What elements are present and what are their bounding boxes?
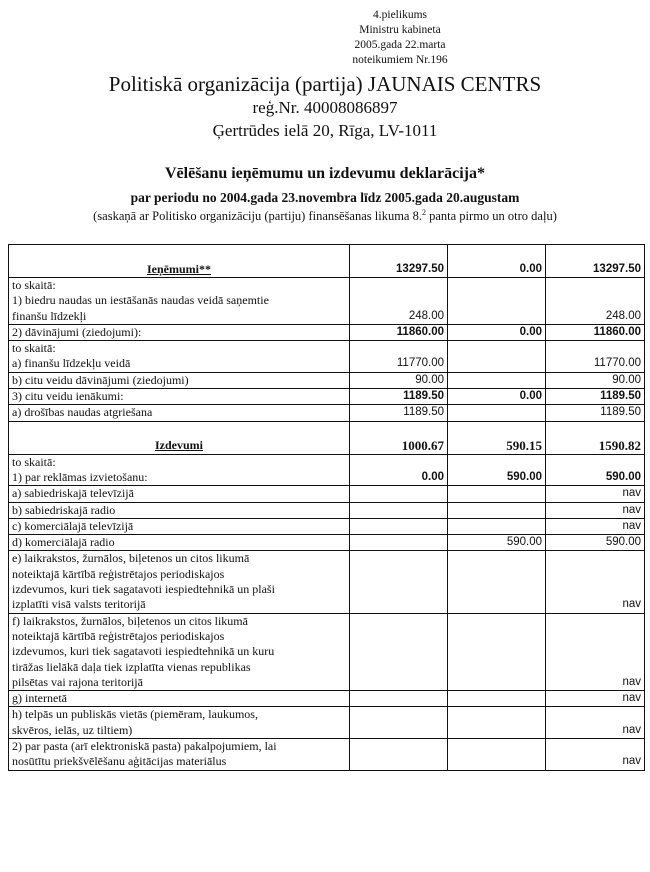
amount-cell-1: 90.00: [350, 372, 448, 388]
amount-cell-2: [448, 613, 546, 690]
amount-cell-1: 13297.50: [350, 245, 448, 278]
amount-cell-2: [448, 486, 546, 502]
amount-cell-3: nav: [546, 486, 645, 502]
amount-cell-2: 590.00: [448, 535, 546, 551]
amount-cell-1: [350, 486, 448, 502]
amount-cell-1: 11770.00: [350, 341, 448, 373]
row-label-line: c) komerciālajā televīzijā: [12, 518, 134, 533]
row-label-line: Izdevumi: [155, 438, 203, 453]
amount-cell-3: nav: [546, 707, 645, 739]
amount-cell-1: 11860.00: [350, 324, 448, 340]
amount-cell-1: [350, 518, 448, 534]
amount-cell-1: 0.00: [350, 454, 448, 486]
amount-cell-2: 0.00: [448, 324, 546, 340]
amount-cell-2: [448, 739, 546, 771]
row-label: [9, 389, 350, 405]
row-label: [9, 502, 350, 518]
amount-cell-1: [350, 551, 448, 613]
row-label: [9, 278, 350, 325]
row-label-line: a) finanšu līdzekļu veidā: [12, 356, 131, 371]
amount-cell-2: 0.00: [448, 245, 546, 278]
section-header-row: [9, 421, 645, 454]
amount-cell-3: 90.00: [546, 372, 645, 388]
row-label-line: izdevumos, kuri tiek sagatavoti iespiedtehnikā un plaši: [12, 582, 275, 597]
table-row: [9, 341, 645, 373]
table-row: [9, 535, 645, 551]
organization-name: Politiskā organizācija (partija) JAUNAIS CENTRS: [108, 72, 542, 96]
row-label-line: skvēros, ielās, uz tiltiem): [12, 722, 133, 737]
amount-cell-1: 1189.50: [350, 389, 448, 405]
declaration-table: [8, 244, 645, 771]
declaration-title: Vēlēšanu ieņēmumu un izdevumu deklarācija*: [164, 165, 485, 182]
table-row: [9, 502, 645, 518]
organization-reg-number: reģ.Nr. 40008086897: [252, 98, 398, 117]
amount-cell-2: [448, 707, 546, 739]
row-label-line: noteiktajā kārtībā reģistrētajos periodiskajos: [12, 566, 225, 581]
row-label: [9, 691, 350, 707]
amount-cell-3: nav: [546, 613, 645, 690]
legal-basis: [0, 208, 650, 224]
row-label-line: a) sabiedriskajā televīzijā: [12, 486, 134, 501]
amount-cell-3: 1189.50: [546, 389, 645, 405]
table-row: [9, 691, 645, 707]
annex-note-line: 2005.gada 22.marta: [354, 39, 446, 51]
amount-cell-1: [350, 707, 448, 739]
row-label: [9, 405, 350, 421]
row-label-line: 3) citu veidu ienākumi:: [12, 389, 124, 404]
table-row: [9, 389, 645, 405]
row-label: [9, 372, 350, 388]
row-label: [9, 486, 350, 502]
table-row: [9, 278, 645, 325]
row-label-line: tirāžas lielākā daļa tiek izplatīta vienas republikas: [12, 659, 251, 674]
row-label-line: 1) par reklāmas izvietošanu:: [12, 469, 148, 484]
row-label-line: b) sabiedriskajā radio: [12, 502, 116, 517]
declaration-period: par periodu no 2004.gada 23.novembra līdz 2005.gada 20.augustam: [130, 190, 520, 205]
amount-cell-2: [448, 372, 546, 388]
row-label-line: 1) biedru naudas un iestāšanās naudas veidā saņemtie: [12, 293, 269, 308]
amount-cell-1: 1189.50: [350, 405, 448, 421]
row-label: [9, 324, 350, 340]
row-label-line: 2) par pasta (arī elektroniskā pasta) pakalpojumiem, lai: [12, 739, 277, 754]
amount-cell-3: 13297.50: [546, 245, 645, 278]
row-label-line: h) telpās un publiskās vietās (piemēram, laukumos,: [12, 707, 258, 722]
amount-cell-2: 590.15: [448, 421, 546, 454]
row-label: [9, 613, 350, 690]
row-label: [9, 341, 350, 373]
amount-cell-3: 590.00: [546, 454, 645, 486]
table-row: [9, 372, 645, 388]
amount-cell-2: [448, 278, 546, 325]
amount-cell-3: 1189.50: [546, 405, 645, 421]
row-label-line: to skaitā:: [12, 278, 56, 292]
organization-address: Ģertrūdes ielā 20, Rīga, LV-1011: [212, 121, 438, 140]
row-label: [9, 421, 350, 454]
amount-cell-3: 1590.82: [546, 421, 645, 454]
amount-cell-3: 11860.00: [546, 324, 645, 340]
amount-cell-3: 11770.00: [546, 341, 645, 373]
amount-cell-3: 590.00: [546, 535, 645, 551]
amount-cell-3: nav: [546, 691, 645, 707]
amount-cell-2: 0.00: [448, 389, 546, 405]
amount-cell-1: [350, 535, 448, 551]
row-label-line: izdevumos, kuri tiek sagatavoti iespiedtehnikā un kuru: [12, 644, 275, 659]
row-label: [9, 535, 350, 551]
row-label-line: finanšu līdzekļi: [12, 308, 87, 323]
amount-cell-1: [350, 691, 448, 707]
row-label: [9, 245, 350, 278]
amount-cell-1: 248.00: [350, 278, 448, 325]
legal-basis-text: (saskaņā ar Politisko organizāciju (partiju) finansēšanas likuma 8.: [93, 209, 422, 224]
row-label-line: e) laikrakstos, žurnālos, biļetenos un citos likumā: [12, 551, 250, 566]
row-label-line: b) citu veidu dāvinājumi (ziedojumi): [12, 372, 189, 387]
row-label-line: nosūtītu priekšvēlēšanu aģitācijas materiālus: [12, 754, 227, 769]
row-label-line: f) laikrakstos, žurnālos, biļetenos un citos likumā: [12, 613, 248, 628]
table-row: [9, 707, 645, 739]
section-header-row: [9, 245, 645, 278]
amount-cell-1: [350, 502, 448, 518]
row-label: [9, 739, 350, 771]
amount-cell-2: [448, 518, 546, 534]
annex-note-line: noteikumiem Nr.196: [352, 54, 448, 66]
row-label-line: 2) dāvinājumi (ziedojumi):: [12, 324, 142, 339]
legal-basis-sup: 2: [421, 208, 426, 217]
table-row: [9, 613, 645, 690]
amount-cell-3: nav: [546, 551, 645, 613]
amount-cell-2: [448, 551, 546, 613]
amount-cell-2: [448, 502, 546, 518]
row-label-line: noteiktajā kārtībā reģistrētajos periodiskajos: [12, 628, 225, 643]
amount-cell-3: 248.00: [546, 278, 645, 325]
row-label: [9, 707, 350, 739]
amount-cell-1: 1000.67: [350, 421, 448, 454]
amount-cell-2: 590.00: [448, 454, 546, 486]
amount-cell-3: nav: [546, 518, 645, 534]
table-row: [9, 486, 645, 502]
legal-basis-text-end: panta pirmo un otro daļu): [425, 209, 557, 224]
amount-cell-2: [448, 691, 546, 707]
amount-cell-3: nav: [546, 739, 645, 771]
row-label: [9, 518, 350, 534]
annex-note-line: 4.pielikums: [373, 9, 427, 21]
row-label: [9, 551, 350, 613]
amount-cell-1: [350, 613, 448, 690]
declaration-table-body: [9, 245, 645, 771]
row-label-line: to skaitā:: [12, 341, 56, 356]
row-label: [9, 454, 350, 486]
table-row: [9, 405, 645, 421]
table-row: [9, 518, 645, 534]
table-row: [9, 551, 645, 613]
row-label-line: d) komerciālajā radio: [12, 535, 115, 550]
amount-cell-1: [350, 739, 448, 771]
table-row: [9, 324, 645, 340]
row-label-line: a) drošības naudas atgriešana: [12, 405, 153, 420]
row-label-line: Ieņēmumi**: [147, 261, 211, 276]
amount-cell-3: nav: [546, 502, 645, 518]
table-row: [9, 739, 645, 771]
row-label-line: g) internetā: [12, 691, 67, 706]
table-row: [9, 454, 645, 486]
annex-note-line: Ministru kabineta: [359, 24, 441, 36]
annex-note: [335, 8, 465, 68]
amount-cell-2: [448, 405, 546, 421]
row-label-line: izplatīti visā valsts teritorijā: [12, 597, 146, 612]
row-label-line: pilsētas vai rajona teritorijā: [12, 674, 143, 689]
row-label-line: to skaitā:: [12, 454, 56, 469]
amount-cell-2: [448, 341, 546, 373]
